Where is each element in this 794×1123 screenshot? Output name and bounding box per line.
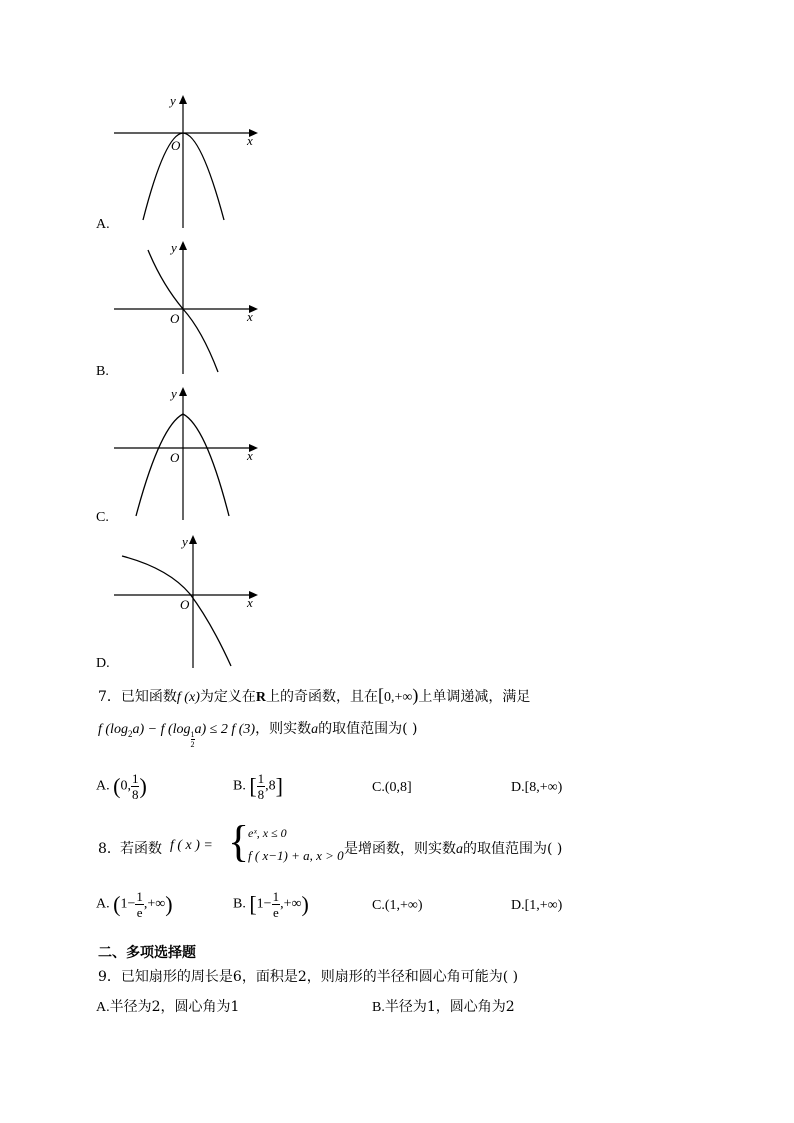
q7-ineq: a) − f (log: [132, 722, 191, 737]
origin-label: O: [170, 450, 180, 465]
q7-sub: 2: [127, 728, 133, 739]
q7-R: R: [255, 690, 266, 705]
q7-number: 7．: [98, 689, 121, 705]
option-lead: 1−: [256, 896, 272, 912]
frac-num: 1: [131, 771, 139, 786]
q7-option-b: [233, 771, 283, 802]
q7-sub-den: 2: [190, 740, 195, 749]
bracket: ): [165, 891, 173, 917]
bracket: ]: [275, 773, 283, 799]
option-text: 半径为1，圆心角为2: [384, 999, 515, 1015]
q7-option-a: [96, 771, 147, 802]
option-lead: 0,: [120, 778, 131, 794]
option-lead: 1−: [120, 896, 136, 912]
q7-text: 已知函数: [120, 689, 177, 705]
origin-label: O: [180, 597, 190, 612]
q9-number: 9．: [98, 969, 121, 985]
option-text: [1,+∞): [524, 898, 563, 913]
axis-x-label: x: [247, 595, 253, 610]
origin-label: O: [170, 311, 180, 326]
axis-y-label: y: [171, 386, 177, 401]
graph-b: [110, 238, 270, 378]
bracket: ): [139, 773, 147, 799]
origin-label: O: [171, 138, 181, 153]
q7-line1: 7．已知函数f (x)为定义在R上的奇函数，且在[0,+∞)上单调递减，满足: [98, 685, 531, 705]
option-label: C.: [372, 898, 385, 913]
option-label: D.: [511, 898, 525, 913]
q7-text: 上的奇函数，且在: [265, 689, 378, 705]
axis-x-label: x: [247, 133, 253, 148]
graph-d-label: D.: [96, 656, 110, 671]
option-text: 半径为2，圆心角为1: [109, 999, 240, 1015]
y-arrow: [189, 535, 197, 544]
bracket: [: [249, 891, 257, 917]
option-tail: ,+∞: [143, 896, 166, 912]
q8-option-b: [233, 889, 309, 920]
q7-var: a: [311, 722, 319, 737]
q8-case2: f ( x−1) + a, x > 0: [248, 848, 344, 863]
q9-line: [98, 970, 518, 984]
option-label: A.: [96, 896, 110, 912]
option-tail: ,8: [265, 778, 276, 794]
frac-num: 1: [257, 771, 265, 786]
bracket: ): [301, 891, 309, 917]
graph-b-label: B.: [96, 364, 109, 379]
q9-text: 已知扇形的周长是6，面积是2，则扇形的半径和圆心角可能为( ): [120, 969, 519, 985]
frac-den: e: [136, 905, 143, 920]
option-label: B.: [233, 778, 246, 794]
q7-text: ，则实数: [255, 721, 312, 737]
frac-den: e: [272, 905, 279, 920]
q7-text: 的取值范围为( ): [318, 721, 418, 737]
graph-a: [110, 92, 270, 232]
frac-num: 1: [272, 889, 280, 904]
y-arrow: [179, 95, 187, 104]
option-label: B.: [233, 896, 246, 912]
q8-option-c: [372, 899, 423, 913]
q8-option-d: [511, 899, 562, 913]
q7-ineq: a) ≤ 2 f (3): [194, 722, 256, 737]
option-label: C.: [372, 780, 385, 795]
q8-fx: f ( x ) =: [170, 838, 213, 853]
bracket: (: [113, 891, 121, 917]
graph-c: [110, 384, 270, 524]
q7-text: 为定义在: [199, 689, 256, 705]
q7-option-d: [511, 781, 562, 795]
option-tail: ,+∞: [280, 896, 302, 912]
q7-sub-num: 1: [190, 730, 195, 739]
q8-case1: eˣ, x ≤ 0: [248, 826, 287, 840]
frac-num: 1: [136, 889, 143, 904]
q8-option-a: [96, 889, 173, 920]
axis-y-label: y: [182, 534, 188, 549]
axis-y-label: y: [170, 93, 176, 108]
axis-y-label: y: [171, 240, 177, 255]
q7-option-c: [372, 781, 412, 795]
q7-interval: 0,+∞: [383, 690, 413, 705]
q7-ineq: f (log: [98, 722, 128, 737]
y-arrow: [179, 241, 187, 250]
q8-var: a: [456, 842, 463, 857]
graph-c-label: C.: [96, 510, 109, 525]
q9-option-b: [372, 1000, 515, 1015]
q7-text: 上单调递减，满足: [418, 689, 531, 705]
q7-fx: f (x): [176, 690, 200, 705]
option-label: B.: [372, 1000, 385, 1015]
axis-x-label: x: [247, 309, 253, 324]
graph-d: [110, 532, 270, 672]
frac-den: 8: [257, 787, 265, 802]
section-title: 二、多项选择题: [98, 945, 196, 961]
bracket: (: [113, 773, 121, 799]
q8-number: 8．: [98, 841, 121, 857]
q8-text: 若函数: [120, 841, 162, 857]
q9-option-a: [96, 1000, 239, 1015]
q8-brace: {: [228, 817, 250, 866]
option-label: A.: [96, 1000, 110, 1015]
frac-den: 8: [131, 787, 139, 802]
option-label: A.: [96, 778, 110, 794]
option-text: (1,+∞): [384, 898, 423, 913]
curve: [122, 556, 231, 666]
axis-x-label: x: [247, 448, 253, 463]
q7-line2: [98, 722, 417, 749]
y-arrow: [179, 387, 187, 396]
graph-a-label: A.: [96, 217, 110, 232]
bracket: [: [249, 773, 257, 799]
option-label: D.: [511, 780, 525, 795]
option-text: [8,+∞): [524, 780, 563, 795]
option-text: (0,8]: [384, 780, 412, 795]
q8-text: 是增函数，则实数a的取值范围为( ): [344, 841, 563, 857]
